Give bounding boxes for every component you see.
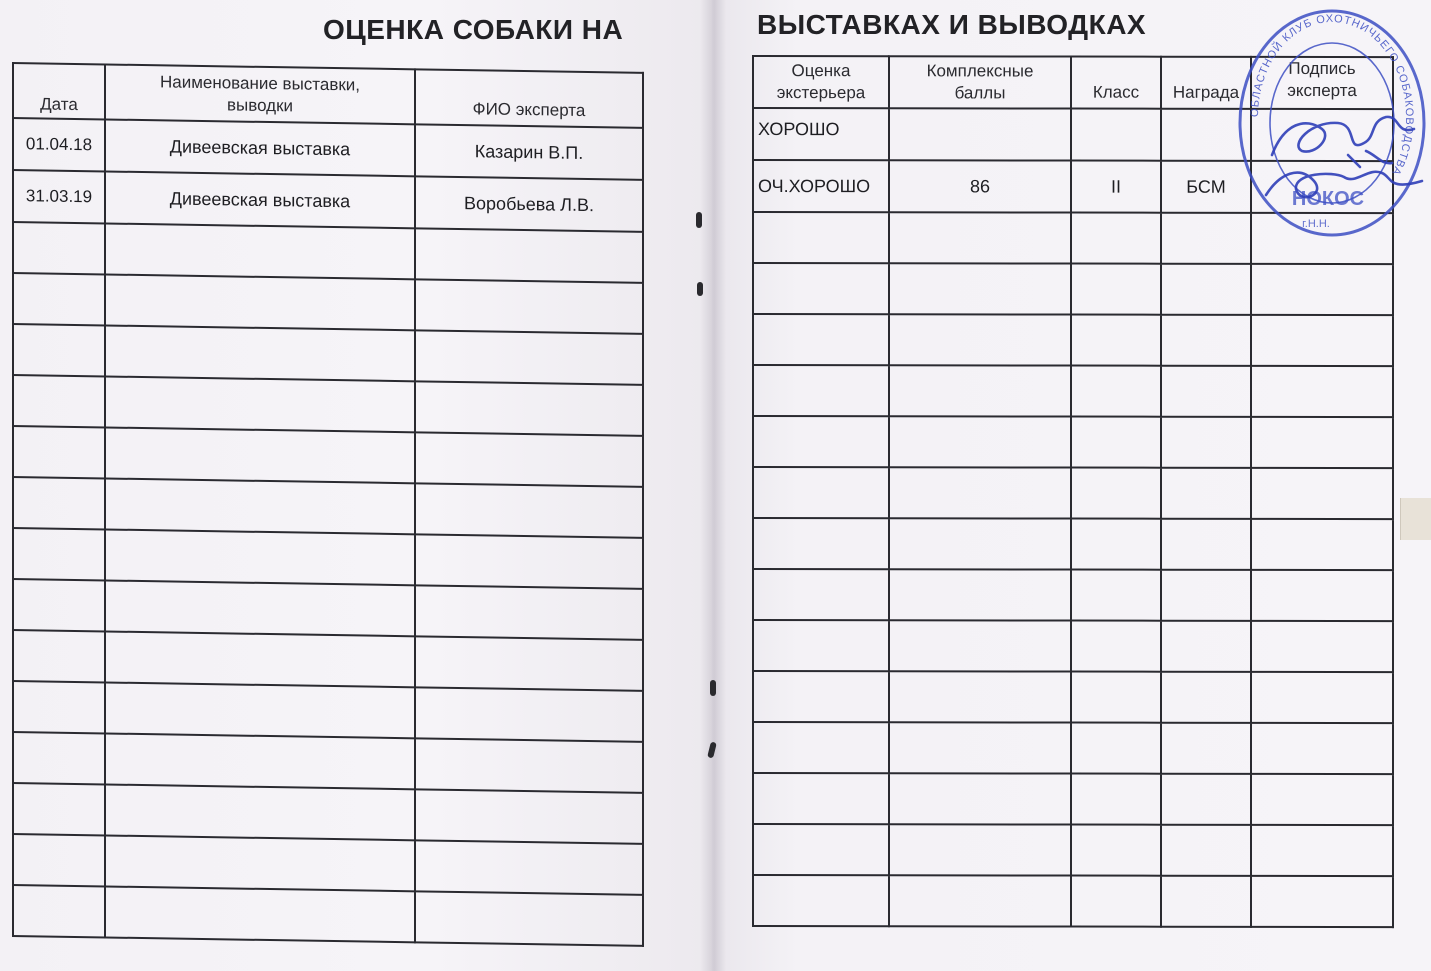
- cell-exterior: ОЧ.ХОРОШО: [753, 160, 889, 212]
- header-expert: ФИО эксперта: [415, 69, 643, 128]
- empty-cell: [1071, 723, 1161, 774]
- empty-cell: [105, 529, 415, 585]
- empty-table-row: [753, 569, 1393, 621]
- empty-table-row: [753, 671, 1393, 723]
- empty-cell: [1251, 723, 1393, 774]
- empty-cell: [1161, 519, 1251, 570]
- cell-points: 86: [889, 160, 1071, 212]
- cell-award: БСМ: [1161, 161, 1251, 213]
- empty-cell: [1071, 315, 1161, 366]
- empty-cell: [415, 228, 643, 283]
- empty-cell: [105, 682, 415, 738]
- table-row: [753, 160, 1393, 213]
- empty-cell: [1161, 774, 1251, 825]
- empty-cell: [753, 722, 889, 773]
- empty-cell: [13, 630, 105, 682]
- header-show-name: Наименование выставки, выводки: [105, 64, 415, 124]
- empty-cell: [105, 886, 415, 942]
- empty-cell: [753, 824, 889, 875]
- empty-cell: [13, 324, 105, 376]
- empty-cell: [105, 274, 415, 330]
- empty-cell: [1071, 417, 1161, 468]
- empty-cell: [1071, 519, 1161, 570]
- empty-table-row: [753, 722, 1393, 774]
- cell-points: [889, 108, 1071, 160]
- empty-table-row: [13, 885, 643, 946]
- empty-cell: [1161, 264, 1251, 315]
- empty-cell: [1161, 723, 1251, 774]
- empty-cell: [1251, 468, 1393, 519]
- empty-cell: [415, 738, 643, 793]
- empty-cell: [105, 733, 415, 789]
- empty-cell: [889, 569, 1071, 620]
- stamp-ring-text: ОБЛАСТНОЙ КЛУБ ОХОТНИЧЬЕГО СОБАКОВОДСТВА: [1248, 12, 1416, 178]
- cell-date: 01.04.18: [13, 118, 105, 171]
- empty-cell: [415, 432, 643, 487]
- empty-cell: [753, 365, 889, 416]
- empty-cell: [1161, 213, 1251, 264]
- table-row: [753, 108, 1393, 161]
- empty-cell: [105, 325, 415, 381]
- empty-cell: [1071, 570, 1161, 621]
- empty-cell: [753, 569, 889, 620]
- empty-cell: [1161, 825, 1251, 876]
- empty-cell: [753, 263, 889, 314]
- empty-cell: [1251, 417, 1393, 468]
- empty-cell: [1161, 672, 1251, 723]
- staple-top-1: [696, 212, 702, 228]
- empty-table-row: [753, 467, 1393, 519]
- empty-cell: [105, 427, 415, 483]
- empty-cell: [1251, 519, 1393, 570]
- empty-table-row: [753, 212, 1393, 264]
- empty-cell: [1071, 621, 1161, 672]
- empty-cell: [415, 330, 643, 385]
- cell-date: 31.03.19: [13, 170, 105, 223]
- empty-cell: [753, 671, 889, 722]
- empty-cell: [753, 416, 889, 467]
- empty-cell: [1251, 264, 1393, 315]
- empty-cell: [13, 783, 105, 835]
- empty-cell: [1251, 672, 1393, 723]
- empty-cell: [1161, 570, 1251, 621]
- empty-table-row: [753, 518, 1393, 570]
- book-spine: [700, 0, 726, 971]
- empty-cell: [889, 620, 1071, 671]
- empty-cell: [13, 834, 105, 886]
- cell-award: [1161, 109, 1251, 161]
- empty-cell: [1251, 621, 1393, 672]
- empty-cell: [889, 518, 1071, 569]
- empty-cell: [1251, 876, 1393, 927]
- empty-cell: [105, 631, 415, 687]
- empty-cell: [889, 314, 1071, 365]
- empty-cell: [753, 467, 889, 518]
- empty-cell: [105, 835, 415, 891]
- empty-cell: [105, 478, 415, 534]
- empty-cell: [1161, 468, 1251, 519]
- empty-cell: [1071, 366, 1161, 417]
- empty-cell: [415, 279, 643, 334]
- stamp-center-text: НОКОС: [1291, 188, 1365, 210]
- empty-cell: [105, 376, 415, 432]
- page-tab: [1400, 498, 1431, 540]
- empty-cell: [1251, 825, 1393, 876]
- empty-cell: [1251, 213, 1393, 264]
- empty-cell: [13, 477, 105, 529]
- empty-cell: [415, 483, 643, 538]
- empty-cell: [889, 467, 1071, 518]
- empty-cell: [1251, 366, 1393, 417]
- right-page-title: ВЫСТАВКАХ И ВЫВОДКАХ: [757, 9, 1147, 40]
- empty-cell: [889, 722, 1071, 773]
- empty-cell: [415, 585, 643, 640]
- empty-cell: [13, 681, 105, 733]
- empty-table-row: [753, 314, 1393, 366]
- empty-cell: [13, 885, 105, 937]
- empty-cell: [889, 365, 1071, 416]
- empty-cell: [415, 636, 643, 691]
- empty-cell: [753, 875, 889, 926]
- cell-class: II: [1071, 161, 1161, 213]
- empty-table-row: [753, 773, 1393, 825]
- empty-table-row: [753, 620, 1393, 672]
- empty-cell: [1251, 570, 1393, 621]
- empty-cell: [1071, 264, 1161, 315]
- stamp-bottom-text: г.Н.Н.: [1302, 218, 1330, 230]
- cell-exterior: ХОРОШО: [753, 108, 889, 160]
- empty-cell: [1161, 366, 1251, 417]
- empty-cell: [1071, 468, 1161, 519]
- empty-cell: [1161, 621, 1251, 672]
- empty-cell: [415, 840, 643, 895]
- staple-bottom-1: [710, 680, 716, 696]
- empty-cell: [13, 579, 105, 631]
- empty-table-row: [753, 365, 1393, 417]
- empty-table-row: [753, 416, 1393, 468]
- cell-show-name: Дивеевская выставка: [105, 171, 415, 228]
- header-date: Дата: [13, 63, 105, 119]
- show-record-table-left: [12, 62, 644, 947]
- empty-cell: [889, 671, 1071, 722]
- empty-cell: [1071, 876, 1161, 927]
- cell-signature: [1251, 109, 1393, 161]
- empty-cell: [1251, 315, 1393, 366]
- empty-cell: [1161, 417, 1251, 468]
- empty-cell: [889, 824, 1071, 875]
- empty-cell: [1071, 825, 1161, 876]
- empty-cell: [105, 784, 415, 840]
- empty-cell: [1071, 213, 1161, 264]
- empty-cell: [415, 789, 643, 844]
- header-exterior: Оценка экстерьера: [753, 56, 889, 108]
- cell-signature: [1251, 161, 1393, 213]
- empty-cell: [1161, 315, 1251, 366]
- empty-table-row: [753, 263, 1393, 315]
- header-points: Комплексные баллы: [889, 56, 1071, 108]
- empty-cell: [753, 314, 889, 365]
- empty-cell: [13, 273, 105, 325]
- header-award: Награда: [1161, 57, 1251, 109]
- empty-cell: [415, 891, 643, 946]
- empty-table-row: [753, 824, 1393, 876]
- empty-cell: [13, 732, 105, 784]
- empty-cell: [105, 580, 415, 636]
- empty-cell: [889, 416, 1071, 467]
- empty-cell: [415, 687, 643, 742]
- empty-cell: [753, 773, 889, 824]
- cell-expert: Казарин В.П.: [415, 124, 643, 180]
- header-signature: Подпись эксперта: [1251, 57, 1393, 109]
- staple-top-2: [697, 282, 703, 296]
- show-record-table-right: [752, 55, 1394, 928]
- empty-cell: [1071, 672, 1161, 723]
- empty-cell: [1071, 774, 1161, 825]
- cell-class: [1071, 109, 1161, 161]
- left-page-title: ОЦЕНКА СОБАКИ НА: [323, 14, 624, 45]
- empty-cell: [415, 534, 643, 589]
- empty-cell: [889, 875, 1071, 926]
- empty-cell: [1251, 774, 1393, 825]
- empty-cell: [13, 528, 105, 580]
- empty-cell: [753, 212, 889, 263]
- empty-cell: [1161, 876, 1251, 927]
- empty-cell: [889, 773, 1071, 824]
- empty-cell: [13, 222, 105, 274]
- cell-show-name: Дивеевская выставка: [105, 119, 415, 176]
- empty-cell: [753, 518, 889, 569]
- empty-cell: [889, 263, 1071, 314]
- header-class: Класс: [1071, 57, 1161, 109]
- empty-cell: [415, 381, 643, 436]
- empty-cell: [753, 620, 889, 671]
- cell-expert: Воробьева Л.В.: [415, 176, 643, 232]
- empty-cell: [889, 212, 1071, 263]
- empty-table-row: [753, 875, 1393, 927]
- empty-cell: [13, 375, 105, 427]
- empty-cell: [13, 426, 105, 478]
- empty-cell: [105, 223, 415, 279]
